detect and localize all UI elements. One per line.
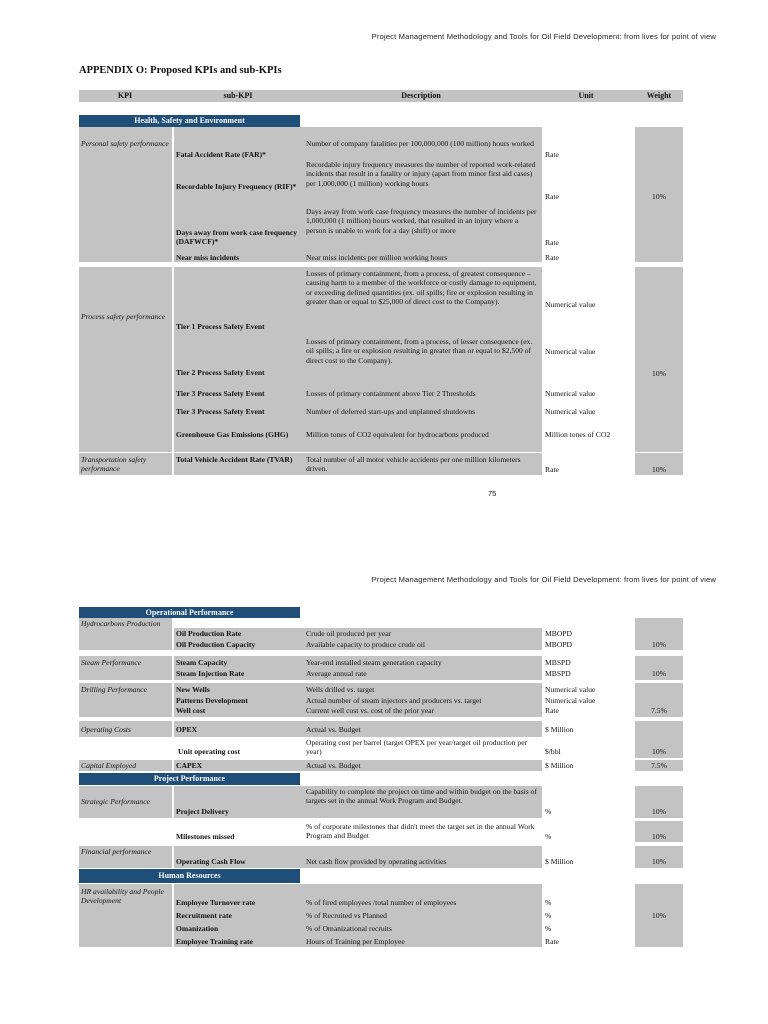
sub-kpi-operating-cash-flow: Operating Cash Flow (176, 857, 246, 866)
weight-hr-availability: 10% (652, 911, 666, 920)
section-project: Project Performance (79, 773, 300, 785)
desc-steam-capacity: Year-end installed steam generation capacity (306, 658, 442, 667)
unit-oil-production-capacity: MBOPD (545, 640, 573, 649)
kpi-drilling-performance: Drilling Performance (81, 685, 148, 694)
kpi-strategic-performance: Strategic Performance (81, 797, 150, 806)
weight-cell (635, 267, 683, 452)
sub-kpi-steam-capacity: Steam Capacity (176, 658, 228, 667)
weight-financial-performance: 10% (652, 857, 666, 866)
sub-kpi-capex: CAPEX (176, 761, 203, 770)
sub-kpi-project-delivery: Project Delivery (176, 807, 229, 816)
kpi-operating-costs: Operating Costs (81, 725, 131, 734)
sub-kpi-opex: OPEX (176, 725, 198, 734)
desc-well-cost: Current well cost vs. cost of the prior year (306, 706, 435, 715)
unit-recruitment-rate: % (545, 911, 552, 920)
unit-tier3-a: Numerical value (545, 389, 596, 398)
sub-kpi-tvar: Total Vehicle Accident Rate (TVAR) (176, 455, 293, 464)
desc-oil-production-rate: Crude oil produced per year (306, 629, 392, 638)
desc-omanization: % of Omanizational recruits (306, 924, 392, 933)
weight-operating-costs: 10% (652, 747, 666, 756)
sub-kpi-unit-operating-cost: Unit operating cost (178, 747, 241, 756)
desc-tier3-b: Number of deferred start-ups and unplanned shutdowns (306, 407, 476, 416)
section-operational: Operational Performance (79, 607, 300, 618)
unit-new-wells: Numerical value (545, 685, 596, 694)
sub-kpi-recruitment-rate: Recruitment rate (176, 911, 232, 920)
unit-steam-injection-rate: MBSPD (545, 669, 571, 678)
weight-process-safety: 10% (652, 369, 666, 378)
sub-kpi-cell (174, 267, 302, 452)
unit-employee-turnover-rate: % (545, 898, 552, 907)
desc-far: Number of company fatalities per 100,000,000 (100 million) hours worked (306, 139, 534, 148)
sub-kpi-tier2: Tier 2 Process Safety Event (176, 368, 265, 377)
desc-tvar: Total number of all motor vehicle accidents per one million kilometers driven. (306, 455, 521, 474)
desc-dafwcf: Days away from work case frequency measures the number of incidents per 1,000,000 (1 million) hours worked, that resulted in an injury where a person is unable to work for a day (shift) or more (306, 207, 537, 235)
kpi-financial-performance: Financial performance (81, 847, 152, 856)
header-description: Description (401, 91, 441, 100)
desc-employee-training-rate: Hours of Training per Employee (306, 937, 405, 946)
sub-kpi-oil-production-rate: Oil Production Rate (176, 629, 242, 638)
weight-strategic-performance: 10% (652, 807, 666, 816)
unit-employee-training-rate: Rate (545, 937, 559, 946)
desc-ghg: Million tones of CO2 equivalent for hydrocarbons produced (306, 430, 489, 439)
sub-kpi-milestones-missed: Milestones missed (176, 832, 235, 841)
kpi-hydrocarbons-production: Hydrocarbons Production (81, 619, 161, 628)
weight-steam-performance: 10% (652, 669, 666, 678)
unit-unit-operating-cost: $/bbl (545, 747, 561, 756)
unit-ghg: Million tones of CO2 (545, 430, 611, 439)
unit-project-delivery: % (545, 807, 552, 816)
sub-kpi-employee-turnover-rate: Employee Turnover rate (176, 898, 256, 907)
desc-recruitment-rate: % of Recruited vs Planned (306, 911, 387, 920)
weight-drilling-performance: 7.5% (651, 706, 667, 715)
unit-patterns-development: Numerical value (545, 696, 596, 705)
weight-hydrocarbons-production: 10% (652, 640, 666, 649)
unit-steam-capacity: MBSPD (545, 658, 571, 667)
unit-tier2: Numerical value (545, 347, 596, 356)
header-unit: Unit (578, 91, 594, 100)
unit-operating-cash-flow: $ Million (545, 857, 574, 866)
desc-milestones-missed: % of corporate milestones that didn't meet the target set in the annual Work Program and Budget (306, 822, 535, 841)
section-human-resources: Human Resources (79, 869, 300, 883)
unit-tier1: Numerical value (545, 300, 596, 309)
kpi-hr-availability: HR availability and People Development (81, 887, 164, 906)
desc-patterns-development: Actual number of steam injectors and producers vs. target (306, 696, 482, 705)
desc-oil-production-capacity: Available capacity to produce crude oil (306, 640, 425, 649)
sub-kpi-oil-production-capacity: Oil Production Capacity (176, 640, 256, 649)
sub-kpi-steam-injection-rate: Steam Injection Rate (176, 669, 245, 678)
kpi-capital-employed: Capital Employed (81, 761, 137, 770)
unit-capex: $ Million (545, 761, 574, 770)
unit-well-cost: Rate (545, 706, 559, 715)
sub-kpi-well-cost: Well cost (176, 706, 206, 715)
desc-unit-operating-cost: Operating cost per barrel (target OPEX per year/target oil production per year) (306, 738, 528, 757)
kpi-process-safety: Process safety performance (81, 312, 166, 321)
desc-rif: Recordable injury frequency measures the number of reported work-related incidents that result in a fatality or injury (apart from minor first aid cases) per 1,000,000 (1 million) working hours (306, 160, 536, 188)
appendix-title: APPENDIX O: Proposed KPIs and sub-KPIs (79, 65, 282, 76)
unit-tvar: Rate (545, 465, 559, 474)
desc-steam-injection-rate: Average annual rate (306, 669, 367, 678)
unit-milestones-missed: % (545, 832, 552, 841)
unit-omanization: % (545, 924, 552, 933)
desc-tier3-a: Losses of primary containment above Tier 2 Thresholds (306, 389, 476, 398)
header-sub-kpi: sub-KPI (223, 91, 253, 100)
page-number: 75 (488, 489, 497, 498)
running-header: Project Management Methodology and Tools for Oil Field Development: from lives for point of view (371, 575, 716, 584)
desc-near-miss: Near miss incidents per million working hours (306, 253, 448, 262)
weight-personal-safety: 10% (652, 192, 666, 201)
kpi-transportation-safety: Transportation safety performance (81, 455, 147, 474)
unit-dafwcf: Rate (545, 238, 559, 247)
weight-capital-employed: 7.5% (651, 761, 667, 770)
running-header: Project Management Methodology and Tools for Oil Field Development: from lives for point of view (371, 32, 716, 41)
desc-project-delivery: Capability to complete the project on time and within budget on the basis of targets set in the annual Work Program and Budget. (306, 787, 537, 806)
sub-kpi-tier3-a: Tier 3 Process Safety Event (176, 389, 265, 398)
sub-kpi-tier1: Tier 1 Process Safety Event (176, 322, 265, 331)
unit-oil-production-rate: MBOPD (545, 629, 573, 638)
unit-far: Rate (545, 150, 559, 159)
desc-operating-cash-flow: Net cash flow provided by operating activities (306, 857, 447, 866)
desc-tier2: Losses of primary containment, from a process, of lesser consequence (ex. oil spills; a fire or explosion resulting in greater than or equal to $2,500 of direct cost to the Company). (306, 337, 533, 365)
header-kpi: KPI (117, 91, 133, 100)
weight-transportation-safety: 10% (652, 465, 666, 474)
unit-rif: Rate (545, 192, 559, 201)
desc-opex: Actual vs. Budget (306, 725, 361, 734)
desc-employee-turnover-rate: % of fired employees /total number of employees (306, 898, 457, 907)
sub-kpi-tier3-b: Tier 3 Process Safety Event (176, 407, 265, 416)
sub-kpi-new-wells: New Wells (176, 685, 210, 694)
sub-kpi-near-miss: Near miss incidents (176, 253, 240, 262)
sub-kpi-rif: Recordable Injury Frequency (RIF)* (176, 182, 297, 191)
sub-kpi-dafwcf: Days away from work case frequency (DAFWCF)* (176, 228, 297, 247)
sub-kpi-omanization: Omanization (176, 924, 219, 933)
kpi-personal-safety: Personal safety performance (81, 139, 169, 148)
section-hse: Health, Safety and Environment (79, 115, 300, 127)
desc-tier1: Losses of primary containment, from a process, of greatest consequence – causing harm to a member of the workforce or costly damage to equipment, or exceeding defined quantities (ex. oil spills; fire or explosion resulting in greater than or equal to $25,000 of direct cost to the Company). (306, 269, 537, 307)
unit-near-miss: Rate (545, 253, 559, 262)
desc-capex: Actual vs. Budget (306, 761, 361, 770)
sub-kpi-patterns-development: Patterns Development (176, 696, 248, 705)
sub-kpi-ghg: Greenhouse Gas Emissions (GHG) (176, 430, 289, 439)
unit-opex: $ Million (545, 725, 574, 734)
unit-tier3-b: Numerical value (545, 407, 596, 416)
desc-new-wells: Wells drilled vs. target (306, 685, 375, 694)
weight-milestones-missed: 10% (652, 832, 666, 841)
sub-kpi-far: Fatal Accident Rate (FAR)* (176, 150, 266, 159)
kpi-cell (79, 267, 172, 452)
kpi-steam-performance: Steam Performance (81, 658, 142, 667)
header-weight: Weight (646, 91, 672, 100)
sub-kpi-employee-training-rate: Employee Training rate (176, 937, 253, 946)
